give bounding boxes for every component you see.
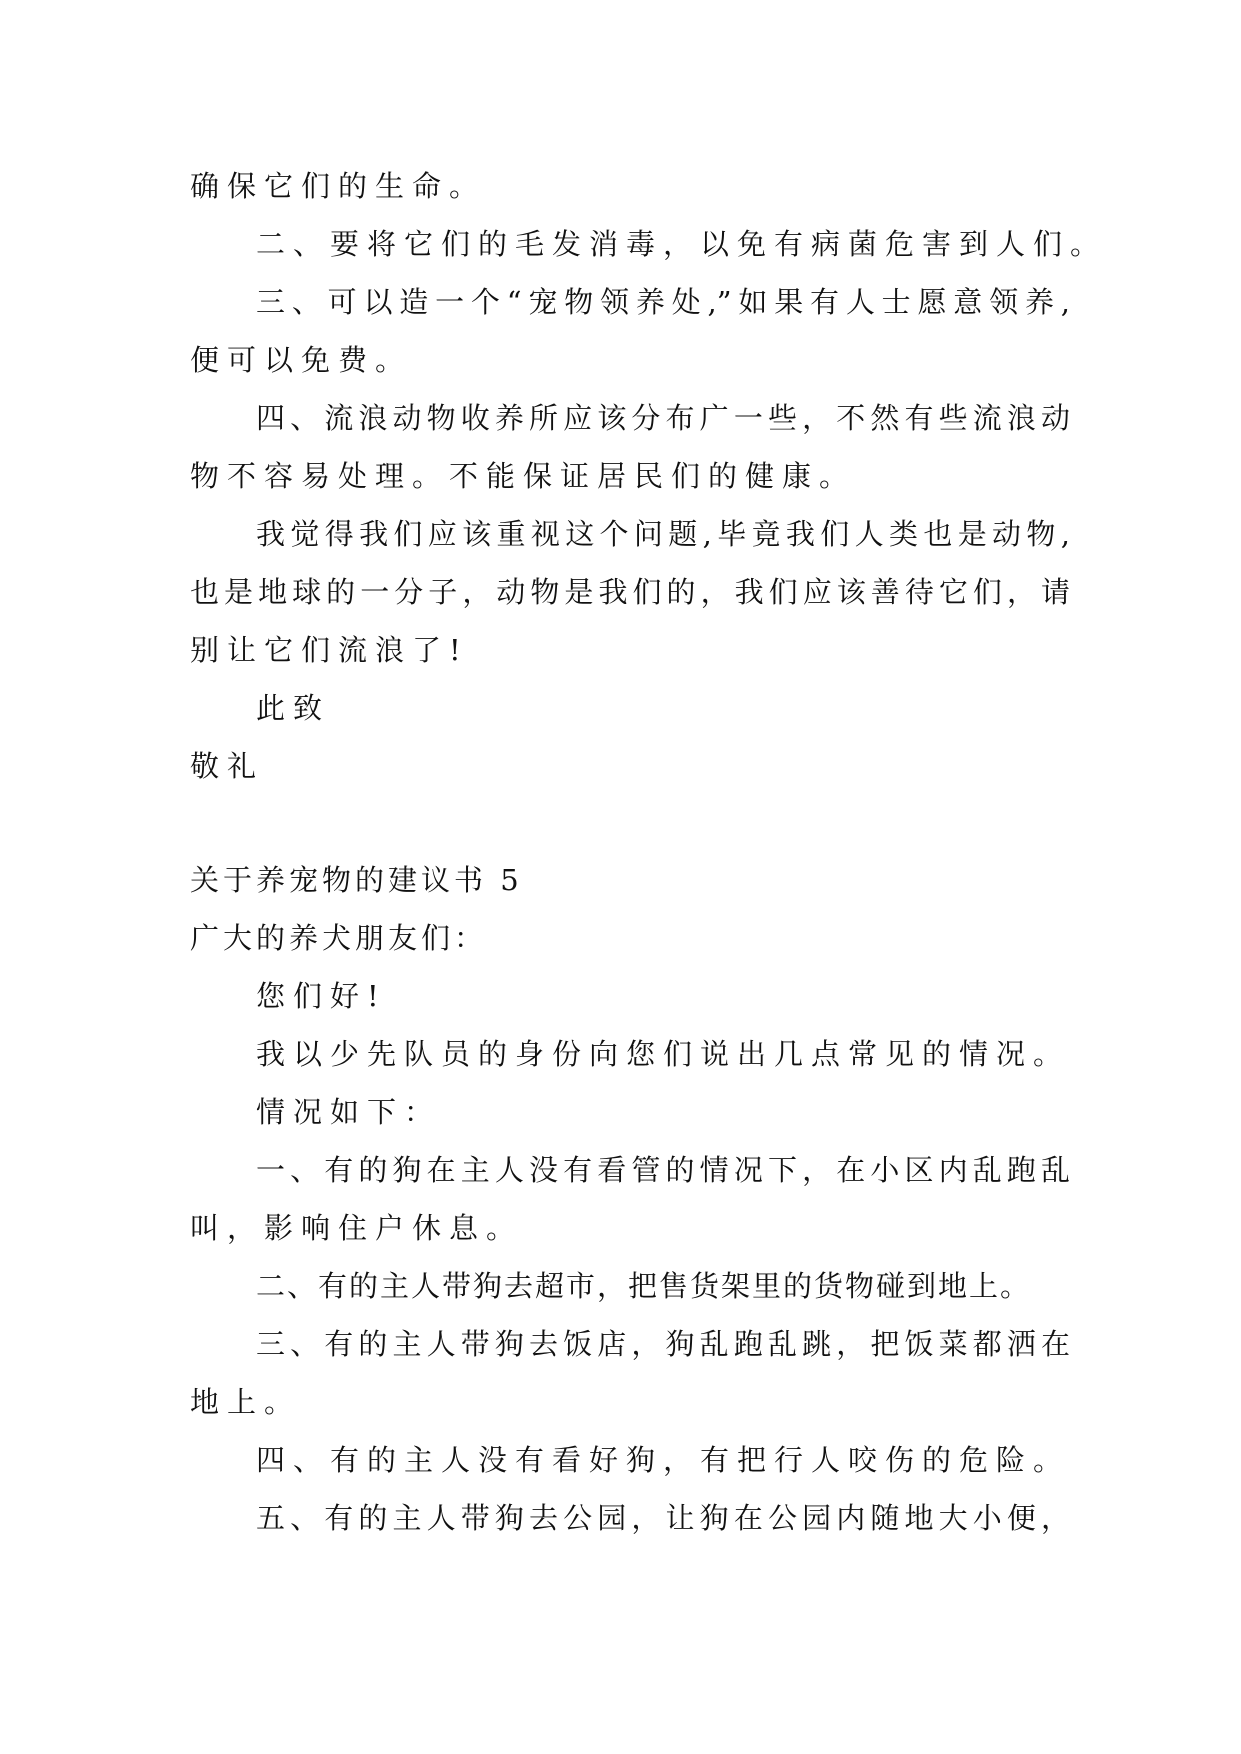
closing-salute: 敬礼: [190, 749, 265, 783]
paragraph-line: 二、要将它们的毛发消毒，以免有病菌危害到人们。: [256, 227, 1108, 261]
paragraph-line: 便可以免费。: [190, 343, 413, 377]
paragraph-line: 四、流浪动物收养所应该分布广一些，不然有些流浪动: [256, 401, 1070, 435]
paragraph-line: 我觉得我们应该重视这个问题,毕竟我们人类也是动物,: [256, 517, 1070, 551]
paragraph-line: 我以少先队员的身份向您们说出几点常见的情况。: [256, 1037, 1071, 1071]
paragraph-line: 您们好!: [256, 979, 387, 1013]
paragraph-line: 别让它们流浪了!: [190, 633, 469, 667]
salutation: 广大的养犬朋友们：: [190, 921, 488, 955]
paragraph-line: 三、可以造一个“宠物领养处,”如果有人士愿意领养,: [256, 285, 1070, 319]
closing-line: 此致: [256, 691, 331, 725]
paragraph-line: 情况如下：: [256, 1095, 442, 1129]
paragraph-line: 五、有的主人带狗去公园，让狗在公园内随地大小便，: [256, 1501, 1070, 1535]
paragraph-line: 一、有的狗在主人没有看管的情况下，在小区内乱跑乱: [256, 1153, 1070, 1187]
paragraph-line: 叫，影响住户休息。: [190, 1211, 524, 1245]
section-title: 关于养宠物的建议书 5: [190, 863, 523, 897]
paragraph-line: 也是地球的一分子，动物是我们的，我们应该善待它们，请: [190, 575, 1070, 609]
paragraph-line: 确保它们的生命。: [190, 169, 487, 203]
paragraph-line: 物不容易处理。不能保证居民们的健康。: [190, 459, 857, 493]
paragraph-line: 四、有的主人没有看好狗，有把行人咬伤的危险。: [256, 1443, 1071, 1477]
paragraph-line: 地上。: [190, 1385, 302, 1419]
paragraph-line: 二、有的主人带狗去超市，把售货架里的货物碰到地上。: [256, 1269, 1032, 1303]
paragraph-line: 三、有的主人带狗去饭店，狗乱跑乱跳，把饭菜都洒在: [256, 1327, 1070, 1361]
